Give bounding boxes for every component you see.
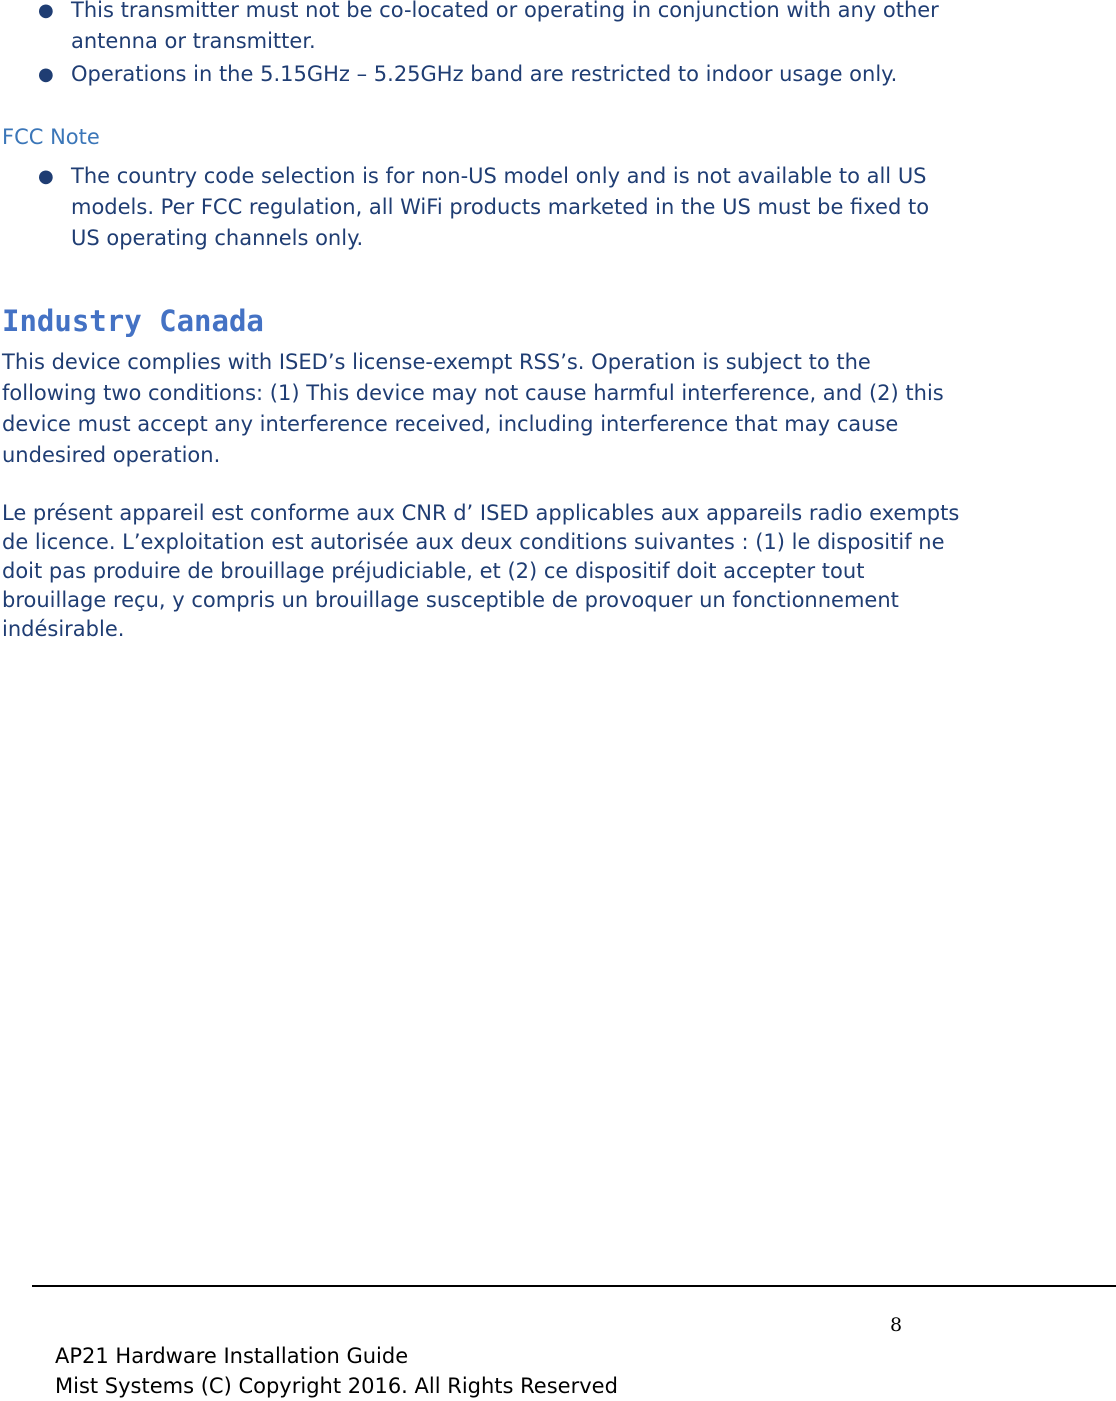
compliance-bullet-list [0, 0, 961, 92]
list-item-text: The country code selection is for non-US model only and is not available to all US models. Per FCC regulation, all WiFi products marketed in the US must be fixed to US operating channels only. [71, 164, 930, 250]
list-item [0, 161, 961, 254]
bullet-icon: ● [38, 166, 54, 187]
footer-copyright: Mist Systems (C) Copyright 2016. All Rights Reserved [55, 1374, 618, 1398]
list-item-text: This transmitter must not be co-located or operating in conjunction with any other antenna or transmitter. [71, 0, 939, 53]
list-item [0, 59, 961, 90]
footer-divider [32, 1285, 1116, 1287]
footer-document-title: AP21 Hardware Installation Guide [55, 1344, 409, 1368]
list-item-text: Operations in the 5.15GHz – 5.25GHz band are restricted to indoor usage only. [71, 62, 898, 86]
fcc-note-bullet-list [0, 161, 961, 256]
fcc-note-label: FCC Note [2, 125, 100, 149]
page-number: 8 [890, 1314, 903, 1336]
bullet-icon: ● [38, 64, 54, 85]
french-compliance-paragraph: Le présent appareil est conforme aux CNR d’ ISED applicables aux appareils radio exempts de licence. L’exploitation est autorisée aux deux conditions suivantes : (1) le dispositif ne doit pas produire de brouillage préjudiciable, et (2) ce dispositif doit accepter tout brouillage reçu, y compris un brouillage susceptible de provoquer un fonctionnement indésirable. [2, 501, 960, 641]
english-compliance-paragraph: This device complies with ISED’s license-exempt RSS’s. Operation is subject to the following two conditions: (1) This device may not cause harmful interference, and (2) this device must accept any interference received, including interference that may cause undesired operation. [2, 350, 944, 467]
section-heading: Industry Canada [2, 304, 264, 338]
list-item [0, 0, 961, 57]
footer [55, 1341, 618, 1401]
bullet-icon: ● [38, 0, 54, 21]
